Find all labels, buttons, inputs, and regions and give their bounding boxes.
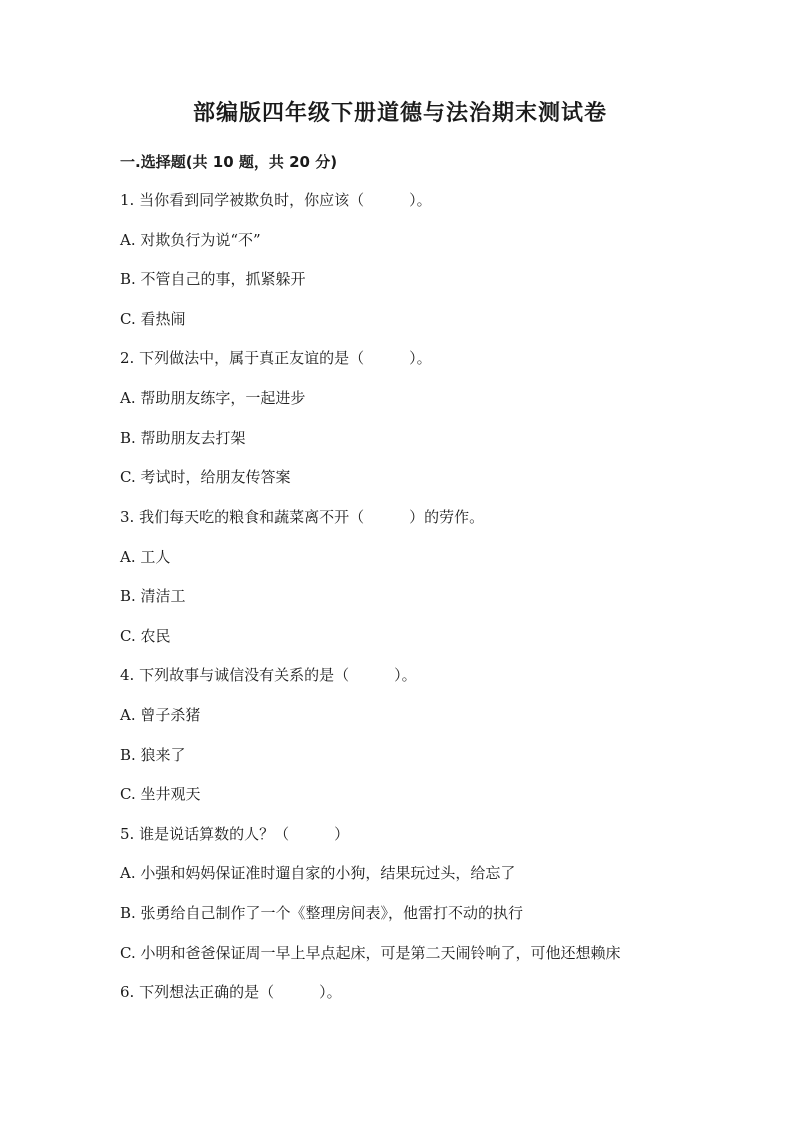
page-title: 部编版四年级下册道德与法治期末测试卷 [192, 101, 607, 126]
question-option: A. 小强和妈妈保证准时遛自家的小狗，结果玩过头，给忘了 [120, 864, 516, 882]
question-stem: 2. 下列做法中，属于真正友谊的是（ ）。 [120, 349, 432, 367]
question-option: B. 不管自己的事，抓紧躲开 [120, 270, 306, 288]
question-option: A. 对欺负行为说“不” [120, 231, 261, 249]
question-stem: 5. 谁是说话算数的人？（ ） [120, 825, 350, 843]
question-option: C. 坐井观天 [120, 785, 201, 803]
question-option: B. 狼来了 [120, 746, 186, 764]
question-stem: 6. 下列想法正确的是（ ）。 [120, 983, 342, 1001]
question-option: C. 农民 [120, 627, 171, 645]
question-stem: 4. 下列故事与诚信没有关系的是（ ）。 [120, 666, 417, 684]
question-stem: 3. 我们每天吃的粮食和蔬菜离不开（ ）的劳作。 [120, 508, 485, 526]
question-option: A. 工人 [120, 548, 171, 566]
question-option: A. 曾子杀猪 [120, 706, 201, 724]
question-option: B. 帮助朋友去打架 [120, 429, 246, 447]
question-option: B. 清洁工 [120, 587, 186, 605]
section-heading: 一.选择题(共 10 题，共 20 分) [120, 153, 338, 171]
question-option: B. 张勇给自己制作了一个《整理房间表》，他雷打不动的执行 [120, 904, 524, 922]
question-option: C. 看热闹 [120, 310, 186, 328]
question-option: A. 帮助朋友练字，一起进步 [120, 389, 306, 407]
question-stem: 1. 当你看到同学被欺负时，你应该（ ）。 [120, 191, 432, 209]
question-option: C. 小明和爸爸保证周一早上早点起床，可是第二天闹铃响了，可他还想赖床 [120, 944, 621, 962]
question-option: C. 考试时，给朋友传答案 [120, 468, 291, 486]
